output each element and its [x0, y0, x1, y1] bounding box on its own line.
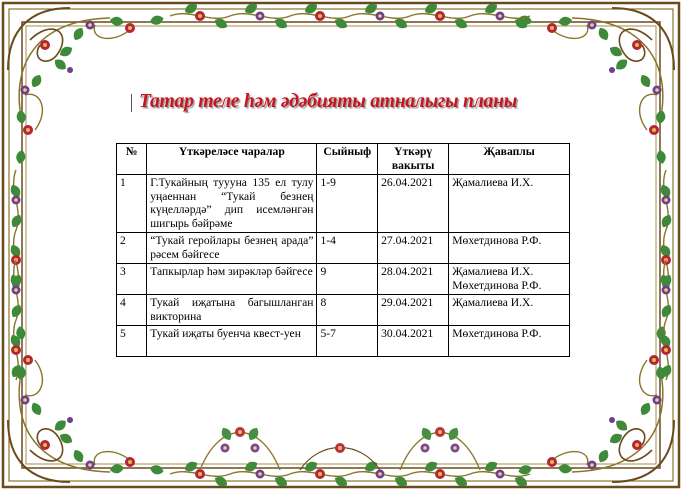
- responsible-person: Җамалиева И.Х.: [452, 265, 534, 278]
- row-date: 30.04.2021: [378, 326, 449, 357]
- row-grade: 1-9: [317, 175, 378, 233]
- row-date: 28.04.2021: [378, 264, 449, 295]
- header-responsible: Җаваплы: [449, 144, 570, 175]
- row-grade: 9: [317, 264, 378, 295]
- plan-table: [116, 143, 570, 357]
- header-date: Үткәрү вакыты: [378, 144, 449, 175]
- row-event: Тукай иҗатына багышланган викторина: [147, 295, 317, 326]
- corner-ornament-top-right: [517, 8, 674, 165]
- responsible-person: Мөхетдинова Р.Ф.: [452, 327, 542, 340]
- row-responsible: [449, 233, 570, 264]
- row-date: 29.04.2021: [378, 295, 449, 326]
- row-number: 3: [117, 264, 147, 295]
- text-cursor: [131, 94, 132, 112]
- table-header-row: [117, 144, 570, 175]
- row-grade: 5-7: [317, 326, 378, 357]
- row-event: Тапкырлар һәм зирәкләр бәйгесе: [147, 264, 317, 295]
- row-grade: 1-4: [317, 233, 378, 264]
- row-event: Тукай иҗаты буенча квест-уен: [147, 326, 317, 357]
- row-responsible: [449, 175, 570, 233]
- row-date: 26.04.2021: [378, 175, 449, 233]
- responsible-person: Җамалиева И.Х.: [452, 176, 534, 189]
- row-responsible: [449, 326, 570, 357]
- header-number: №: [117, 144, 147, 175]
- responsible-person: Җамалиева И.Х.: [452, 296, 534, 309]
- row-number: 5: [117, 326, 147, 357]
- corner-ornament-top-left: [8, 8, 165, 165]
- row-responsible: [449, 295, 570, 326]
- table-row: [117, 175, 570, 233]
- page-title: Татар теле һәм әдәбияты атналыгы планы: [139, 91, 518, 112]
- header-grade: Сыйныф: [317, 144, 378, 175]
- row-event: Г.Тукайның туууна 135 ел тулу уңаеннан “Тукай безнең күңелләрдә” дип исемләнгән шигырь бәйрәме: [147, 175, 317, 233]
- table-row: [117, 326, 570, 357]
- responsible-person: Мөхетдинова Р.Ф.: [452, 278, 542, 292]
- responsible-person: Мөхетдинова Р.Ф.: [452, 234, 542, 247]
- table-row: [117, 233, 570, 264]
- row-number: 2: [117, 233, 147, 264]
- row-event: “Тукай геройлары безнең арада” рәсем бәйгесе: [147, 233, 317, 264]
- row-number: 1: [117, 175, 147, 233]
- table-row: [117, 264, 570, 295]
- row-number: 4: [117, 295, 147, 326]
- row-grade: 8: [317, 295, 378, 326]
- row-date: 27.04.2021: [378, 233, 449, 264]
- row-responsible: [449, 264, 570, 295]
- table-row: [117, 295, 570, 326]
- header-events: Үткәреләсе чаралар: [147, 144, 317, 175]
